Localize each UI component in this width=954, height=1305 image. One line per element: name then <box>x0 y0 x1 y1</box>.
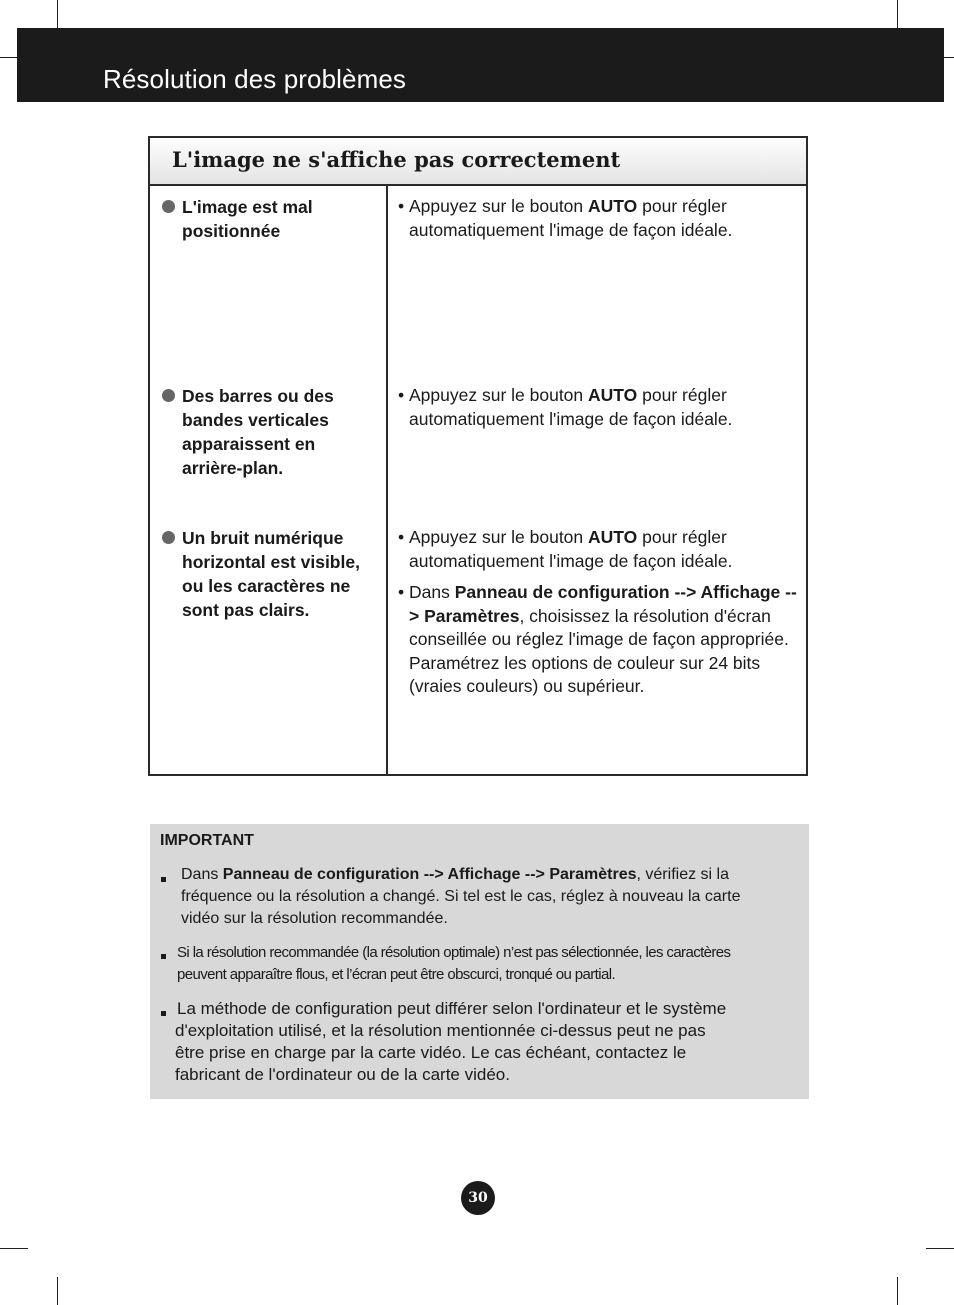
bullet-dot-icon <box>162 389 175 402</box>
solution-bullet: • Appuyez sur le bouton AUTO pour régler automatiquement l'image de façon idéale. <box>398 384 803 431</box>
solution-cell <box>398 195 803 250</box>
problem-text: Un bruit numérique horizontal est visible, ou les caractères ne sont pas clairs. <box>182 528 360 620</box>
important-box <box>150 824 809 1099</box>
square-bullet-icon <box>161 954 166 959</box>
crop-mark <box>0 57 17 58</box>
bullet-dot-icon <box>162 531 175 544</box>
table-header <box>150 138 806 186</box>
solution-bullet: • Appuyez sur le bouton AUTO pour régler automatiquement l'image de façon idéale. <box>398 526 803 573</box>
problem-item <box>162 195 377 243</box>
solution-bullet: • Dans Panneau de configuration --> Affichage --> Paramètres, choisissez la résolution d'écran conseillée ou réglez l'image de façon appropriée. Paramétrez les options de couleur sur 24 bits (vraies couleurs) ou supérieur. <box>398 581 803 699</box>
important-title: IMPORTANT <box>160 832 254 849</box>
square-bullet-icon <box>161 1011 166 1016</box>
page-number: 30 <box>461 1181 495 1215</box>
page-title: Résolution des problèmes <box>103 64 407 94</box>
problem-text: Des barres ou des bandes verticales apparaissent en arrière-plan. <box>182 386 334 478</box>
crop-mark <box>57 1277 58 1305</box>
solution-bullet: • Appuyez sur le bouton AUTO pour régler automatiquement l'image de façon idéale. <box>398 195 803 242</box>
crop-mark <box>57 0 58 28</box>
column-divider <box>386 186 388 774</box>
crop-mark <box>897 0 898 28</box>
bullet-dot-icon <box>162 200 175 213</box>
crop-mark <box>0 1248 28 1249</box>
problem-item <box>162 384 377 480</box>
crop-mark <box>944 57 954 58</box>
table-title: L'image ne s'affiche pas correctement <box>172 147 621 172</box>
header-bar <box>17 28 944 102</box>
problem-item <box>162 526 377 622</box>
crop-mark <box>926 1248 954 1249</box>
important-item: Dans Panneau de configuration --> Affichage --> Paramètres, vérifiez si la fréquence ou la résolution a changé. Si tel est le cas, réglez à nouveau la carte vidéo sur la résolution recommandée. <box>181 866 741 927</box>
problem-text: L'image est mal positionnée <box>182 197 313 241</box>
important-item: La méthode de configuration peut différer selon l'ordinateur et le système d'exploitation utilisé, et la résolution mentionnée ci-dessus peut ne pas être prise en charge par la carte vidéo. Le cas échéant, contactez le fabricant de l'ordinateur ou de la carte vidéo. <box>175 999 727 1084</box>
solution-cell <box>398 526 803 707</box>
crop-mark <box>897 1277 898 1305</box>
troubleshooting-table <box>148 136 808 776</box>
solution-cell <box>398 384 803 439</box>
important-item: Si la résolution recommandée (la résolution optimale) n’est pas sélectionnée, les caractères peuvent apparaître flous, et l’écran peut être obscurci, tronqué ou partial. <box>177 944 731 983</box>
square-bullet-icon <box>161 877 166 882</box>
